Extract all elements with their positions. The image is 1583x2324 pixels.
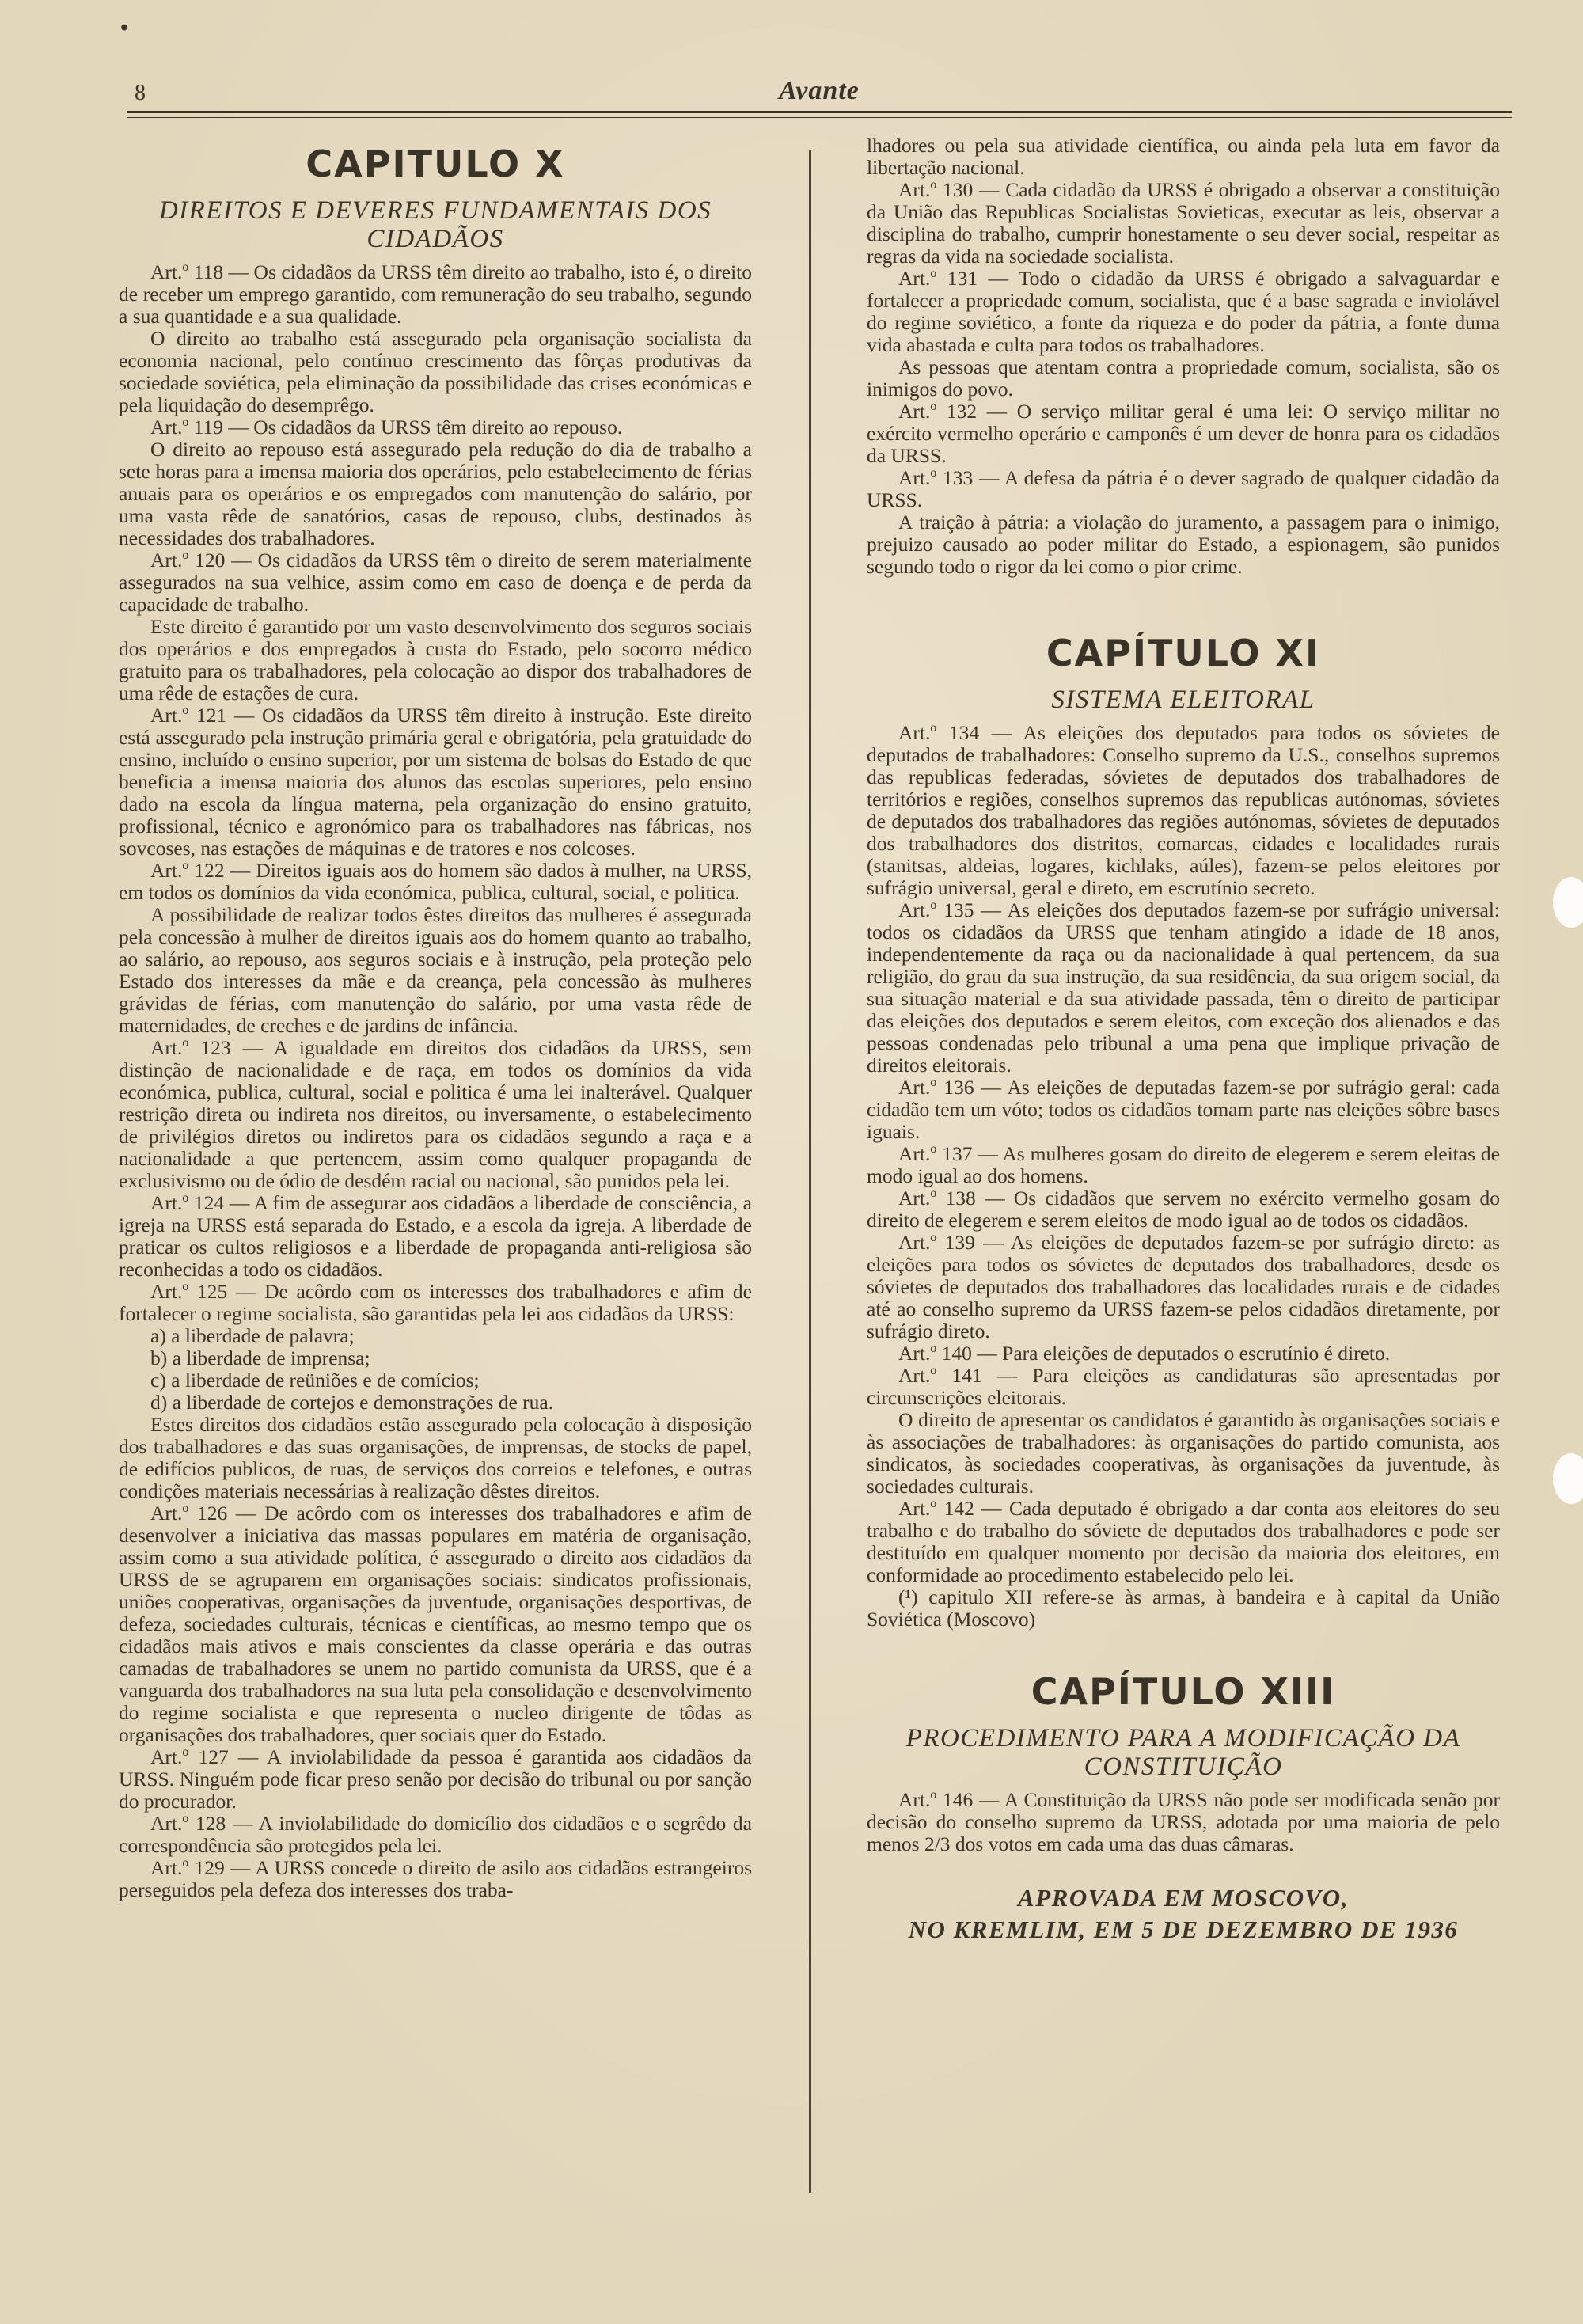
list-item: c) a liberdade de reüniões e de comícios; xyxy=(150,1369,480,1392)
chapter-13-subtitle: PROCEDIMENTO PARA A MODIFICAÇÃO DA CONSTITUIÇÃO xyxy=(905,1724,1461,1781)
article-paragraph: Art.º 136 — As eleições de deputadas fazem-se por sufrágio geral: cada cidadão tem um vóto; todos os cidadãos tomam parte nas eleições sôbre bases iguais. xyxy=(867,1076,1500,1143)
approval-line: APROVADA EM MOSCOVO, xyxy=(1018,1884,1349,1912)
article-paragraph: Art.º 127 — A inviolabilidade da pessoa é garantida aos cidadãos da URSS. Ninguém pode ficar preso senão por decisão do tribunal ou por sanção do procurador. xyxy=(119,1745,752,1813)
column-divider xyxy=(809,150,811,2193)
article-paragraph: Art.º 142 — Cada deputado é obrigado a dar conta aos eleitores do seu trabalho e do trabalho do sóviete de deputados dos trabalhadores e pode ser destituído em qualquer momento por decisão da maioria dos eleitores, em conformidade ao procedimento estabelecido pelo lei. xyxy=(867,1497,1500,1586)
list-item: d) a liberdade de cortejos e demonstrações de rua. xyxy=(150,1391,554,1414)
article-paragraph: Art.º 139 — As eleições de deputados fazem-se por sufrágio direto: as eleições para todos os sóvietes de deputados dos trabalhadores, desde os sóvietes de deputados dos trabalhadores das localidades rurais e de cidades até ao conselho supremo da URSS fazem-se pelos cidadãos diretamente, por sufrágio direto. xyxy=(867,1231,1500,1342)
page-number: 8 xyxy=(135,81,146,105)
article-paragraph: Art.º 141 — Para eleições as candidaturas são apresentadas por circunscrições eleitorais. xyxy=(867,1364,1500,1409)
punch-hole xyxy=(1553,1453,1583,1504)
article-paragraph: Art.º 135 — As eleições dos deputados fazem-se por sufrágio universal: todos os cidadãos da URSS que tenham atingido a idade de 18 anos, independentemente da raça ou da nacionalidade à qual pertencem, da sua religião, do grau da sua instrução, da sua residência, da sua origem social, da sua situação material e da sua atividade passada, têm o direito de participar das eleições dos deputados e serem eleitos, com exceção dos alienados e das pessoas condenadas pelo tribunal a uma pena que implique privação de direitos eleitorais. xyxy=(867,898,1500,1077)
article-paragraph: Art.º 118 — Os cidadãos da URSS têm direito ao trabalho, isto é, o direito de receber um emprego garantido, com remuneração do seu trabalho, segundo a sua quantidade e a sua qualidade. xyxy=(119,260,752,328)
article-paragraph: Art.º 122 — Direitos iguais aos do homem são dados à mulher, na URSS, em todos os domínios da vida económica, publica, cultural, social, e politica. xyxy=(119,859,752,904)
article-paragraph: Art.º 138 — Os cidadãos que servem no exército vermelho gosam do direito de elegerem e serem eleitos de modo igual ao de todos os cidadãos. xyxy=(867,1187,1500,1232)
article-paragraph: Art.º 125 — De acôrdo com os interesses dos trabalhadores e afim de fortalecer o regime socialista, são garantidas pela lei aos cidadãos da URSS: xyxy=(119,1280,752,1325)
article-paragraph: Art.º 134 — As eleições dos deputados para todos os sóvietes de deputados de trabalhadores: Conselho supremo da U.S., conselhos supremos das republicas federadas, sóvietes de deputados dos trabalhadores de territórios e regiões, conselhos supremos das republicas autónomas, sóvietes de deputados dos trabalhadores das regiões autónomas, sóvietes de deputados dos trabalhadores dos distritos, comarcas, cidades e localidades rurais (stanitsas, aldeias, logares, kichlaks, aúles), fazem-se pelos eleitores por sufrágio universal, geral e direto, em escrutínio secreto. xyxy=(867,721,1500,899)
article-paragraph: O direito ao repouso está assegurado pela redução do dia de trabalho a sete horas para a imensa maioria dos operários, pelo estabelecimento de férias anuais para os operários e os empregados com manutenção do salário, por uma vasta rêde de sanatórios, casas de repouso, clubs, destinados às necessidades dos trabalhadores. xyxy=(119,438,752,549)
article-paragraph: lhadores ou pela sua atividade científica, ou ainda pela luta em favor da libertação nacional. xyxy=(867,135,1500,179)
article-paragraph: A possibilidade de realizar todos êstes direitos das mulheres é assegurada pela concessão à mulher de direitos iguais aos do homem quanto ao trabalho, ao salário, ao repouso, aos seguros sociais e à instrução, pela proteção pelo Estado dos interesses da mãe e da creança, pela concessão às mulheres grávidas de férias, com manutenção do salário, por uma vasta rêde de maternidades, de creches e de jardins de infância. xyxy=(119,903,752,1037)
list-item: a) a liberdade de palavra; xyxy=(150,1324,355,1347)
right-column xyxy=(867,135,1500,2303)
page-header xyxy=(127,76,1512,108)
article-paragraph: Este direito é garantido por um vasto desenvolvimento dos seguros sociais dos operários e dos empregados à custa do Estado, pelo socorro médico gratuito para os trabalhadores, pela colocação ao dispor dos trabalhadores de uma rêde de estações de cura. xyxy=(119,615,752,704)
punch-hole xyxy=(1553,877,1583,928)
footnote: (¹) capitulo XII refere-se às armas, à bandeira e à capital da União Soviética (Moscovo) xyxy=(867,1585,1500,1631)
left-column xyxy=(119,135,752,2177)
chapter-13-title: CAPÍTULO XIII xyxy=(1031,1670,1336,1713)
article-paragraph: Art.º 129 — A URSS concede o direito de asilo aos cidadãos estrangeiros perseguidos pela defeza dos interesses dos traba- xyxy=(119,1856,752,1901)
header-rule xyxy=(127,111,1512,118)
article-paragraph: Estes direitos dos cidadãos estão assegurado pela colocação à disposição dos trabalhadores e das suas organisações, de imprensas, de stocks de papel, de edifícios publicos, de ruas, de serviços dos correios e telefones, e outras condições materiais necessárias à realização dêstes direitos. xyxy=(119,1413,752,1502)
article-paragraph: Art.º 131 — Todo o cidadão da URSS é obrigado a salvaguardar e fortalecer a propriedade comum, socialista, que é a base sagrada e inviolável do regime soviético, a fonte da riqueza e do poder da pátria, a fonte duma vida abastada e culta para todos os trabalhadores. xyxy=(867,267,1500,356)
approval-line: NO KREMLIM, EM 5 DE DEZEMBRO DE 1936 xyxy=(908,1916,1459,1943)
article-paragraph: Art.º 128 — A inviolabilidade do domicílio dos cidadãos e o segrêdo da correspondência são protegidos pela lei. xyxy=(119,1812,752,1857)
chapter-10-subtitle: DIREITOS E DEVERES FUNDAMENTAIS DOS CIDADÃOS xyxy=(158,196,712,253)
newspaper-name: Avante xyxy=(779,76,860,105)
article-paragraph: Art.º 146 — A Constituição da URSS não pode ser modificada senão por decisão do conselho supremo da URSS, adotada por uma maioria de pelo menos 2/3 dos votos em cada uma das duas câmaras. xyxy=(867,1788,1500,1855)
article-paragraph: As pessoas que atentam contra a propriedade comum, socialista, são os inimigos do povo. xyxy=(867,355,1500,401)
article-paragraph: Art.º 123 — A igualdade em direitos dos cidadãos da URSS, sem distinção de nacionalidade e de raça, em todos os domínios da vida económica, publica, cultural, social e politica é uma lei inalterável. Qualquer restrição direta ou indireta nos direitos, ou inversamente, o estabelecimento de privilégios diretos ou indiretos para os cidadãos segundo a raça e a nacionalidade a que pertencem, assim como qualquer propaganda de exclusivismo ou de ódio de desdém racial ou nacional, são punidos pela lei. xyxy=(119,1036,752,1192)
article-paragraph: Art.º 137 — As mulheres gosam do direito de elegerem e serem eleitas de modo igual ao dos homens. xyxy=(867,1142,1500,1187)
article-paragraph: Art.º 133 — A defesa da pátria é o dever sagrado de qualquer cidadão da URSS. xyxy=(867,466,1500,511)
article-paragraph: Art.º 120 — Os cidadãos da URSS têm o direito de serem materialmente assegurados na sua velhice, assim como em caso de doença e de perda da capacidade de trabalho. xyxy=(119,549,752,616)
article-paragraph: Art.º 121 — Os cidadãos da URSS têm direito à instrução. Este direito está assegurado pela instrução primária geral e obrigatória, pela gratuidade do ensino, incluído o ensino superior, por um sistema de bolsas do Estado de que beneficia a imensa maioria dos alunos das escolas superiores, pelo ensino dado na escola da língua materna, pela organização do ensino gratuito, profissional, técnico e agronómico para os trabalhadores nas fábricas, nos sovcoses, nas estações de máquinas e de tratores e nos colcoses. xyxy=(119,704,752,860)
chapter-11-title: CAPÍTULO XI xyxy=(1046,632,1321,674)
article-paragraph: O direito de apresentar os candidatos é garantido às organisações sociais e às associações de trabalhadores: às organisações do partido comunista, aos sindicatos, às sociedades cooperativas, às organisações da juventude, às sociedades culturais. xyxy=(867,1408,1500,1498)
ink-mark-icon: • xyxy=(120,16,128,40)
article-paragraph: Art.º 130 — Cada cidadão da URSS é obrigado a observar a constituição da União das Republicas Socialistas Sovieticas, executar as leis, observar a disciplina do trabalho, cumprir honestamente o seu dever social, respeitar as regras da vida na sociedade socialista. xyxy=(867,178,1500,268)
approval-note xyxy=(867,1882,1500,1946)
article-paragraph: Art.º 119 — Os cidadãos da URSS têm direito ao repouso. xyxy=(150,416,623,439)
article-paragraph: Art.º 132 — O serviço militar geral é uma lei: O serviço militar no exército vermelho operário e camponês é um dever de honra para os cidadãos da URSS. xyxy=(867,400,1500,467)
article-paragraph: A traição à pátria: a violação do juramento, a passagem para o inimigo, prejuizo causado ao poder militar do Estado, a espionagem, são punidos segundo todo o rigor da lei como o pior crime. xyxy=(867,511,1500,578)
article-paragraph: Art.º 140 — Para eleições de deputados o escrutínio é direto. xyxy=(898,1342,1391,1365)
chapter-11-subtitle: SISTEMA ELEITORAL xyxy=(1051,685,1315,714)
article-paragraph: Art.º 124 — A fim de assegurar aos cidadãos a liberdade de consciência, a igreja na URSS está separada do Estado, e a escola da igreja. A liberdade de praticar os cultos religiosos e a liberdade de propaganda anti-religiosa são reconhecidas a todo os cidadãos. xyxy=(119,1191,752,1281)
list-item: b) a liberdade de imprensa; xyxy=(150,1346,370,1369)
article-paragraph: O direito ao trabalho está assegurado pela organisação socialista da economia nacional, pelo contínuo crescimento das fôrças produtivas da sociedade soviética, pela eliminação da possibilidade das crises económicas e pela liquidação do desemprêgo. xyxy=(119,327,752,416)
chapter-10-title: CAPITULO X xyxy=(306,142,565,185)
article-paragraph: Art.º 126 — De acôrdo com os interesses dos trabalhadores e afim de desenvolver a iniciativa das massas populares em matéria de organisação, assim como a sua atividade política, é assegurado o direito aos cidadãos da URSS de se agruparem em organisações sociais: sindicatos profissionais, uniões cooperativas, organisações da juventude, organisações desportivas, de defeza, sociedades culturais, técnicas e científicas, ao mesmo tempo que os cidadãos mais ativos e mais conscientes da classe operária e das outras camadas de trabalhadores se unem no partido comunista da URSS, que é a vanguarda dos trabalhadores na sua luta pela consolidação e desenvolvimento do regime socialista e que representa o nucleo dirigente de tôdas as organisações dos trabalhadores, quer sociais quer do Estado. xyxy=(119,1502,752,1746)
